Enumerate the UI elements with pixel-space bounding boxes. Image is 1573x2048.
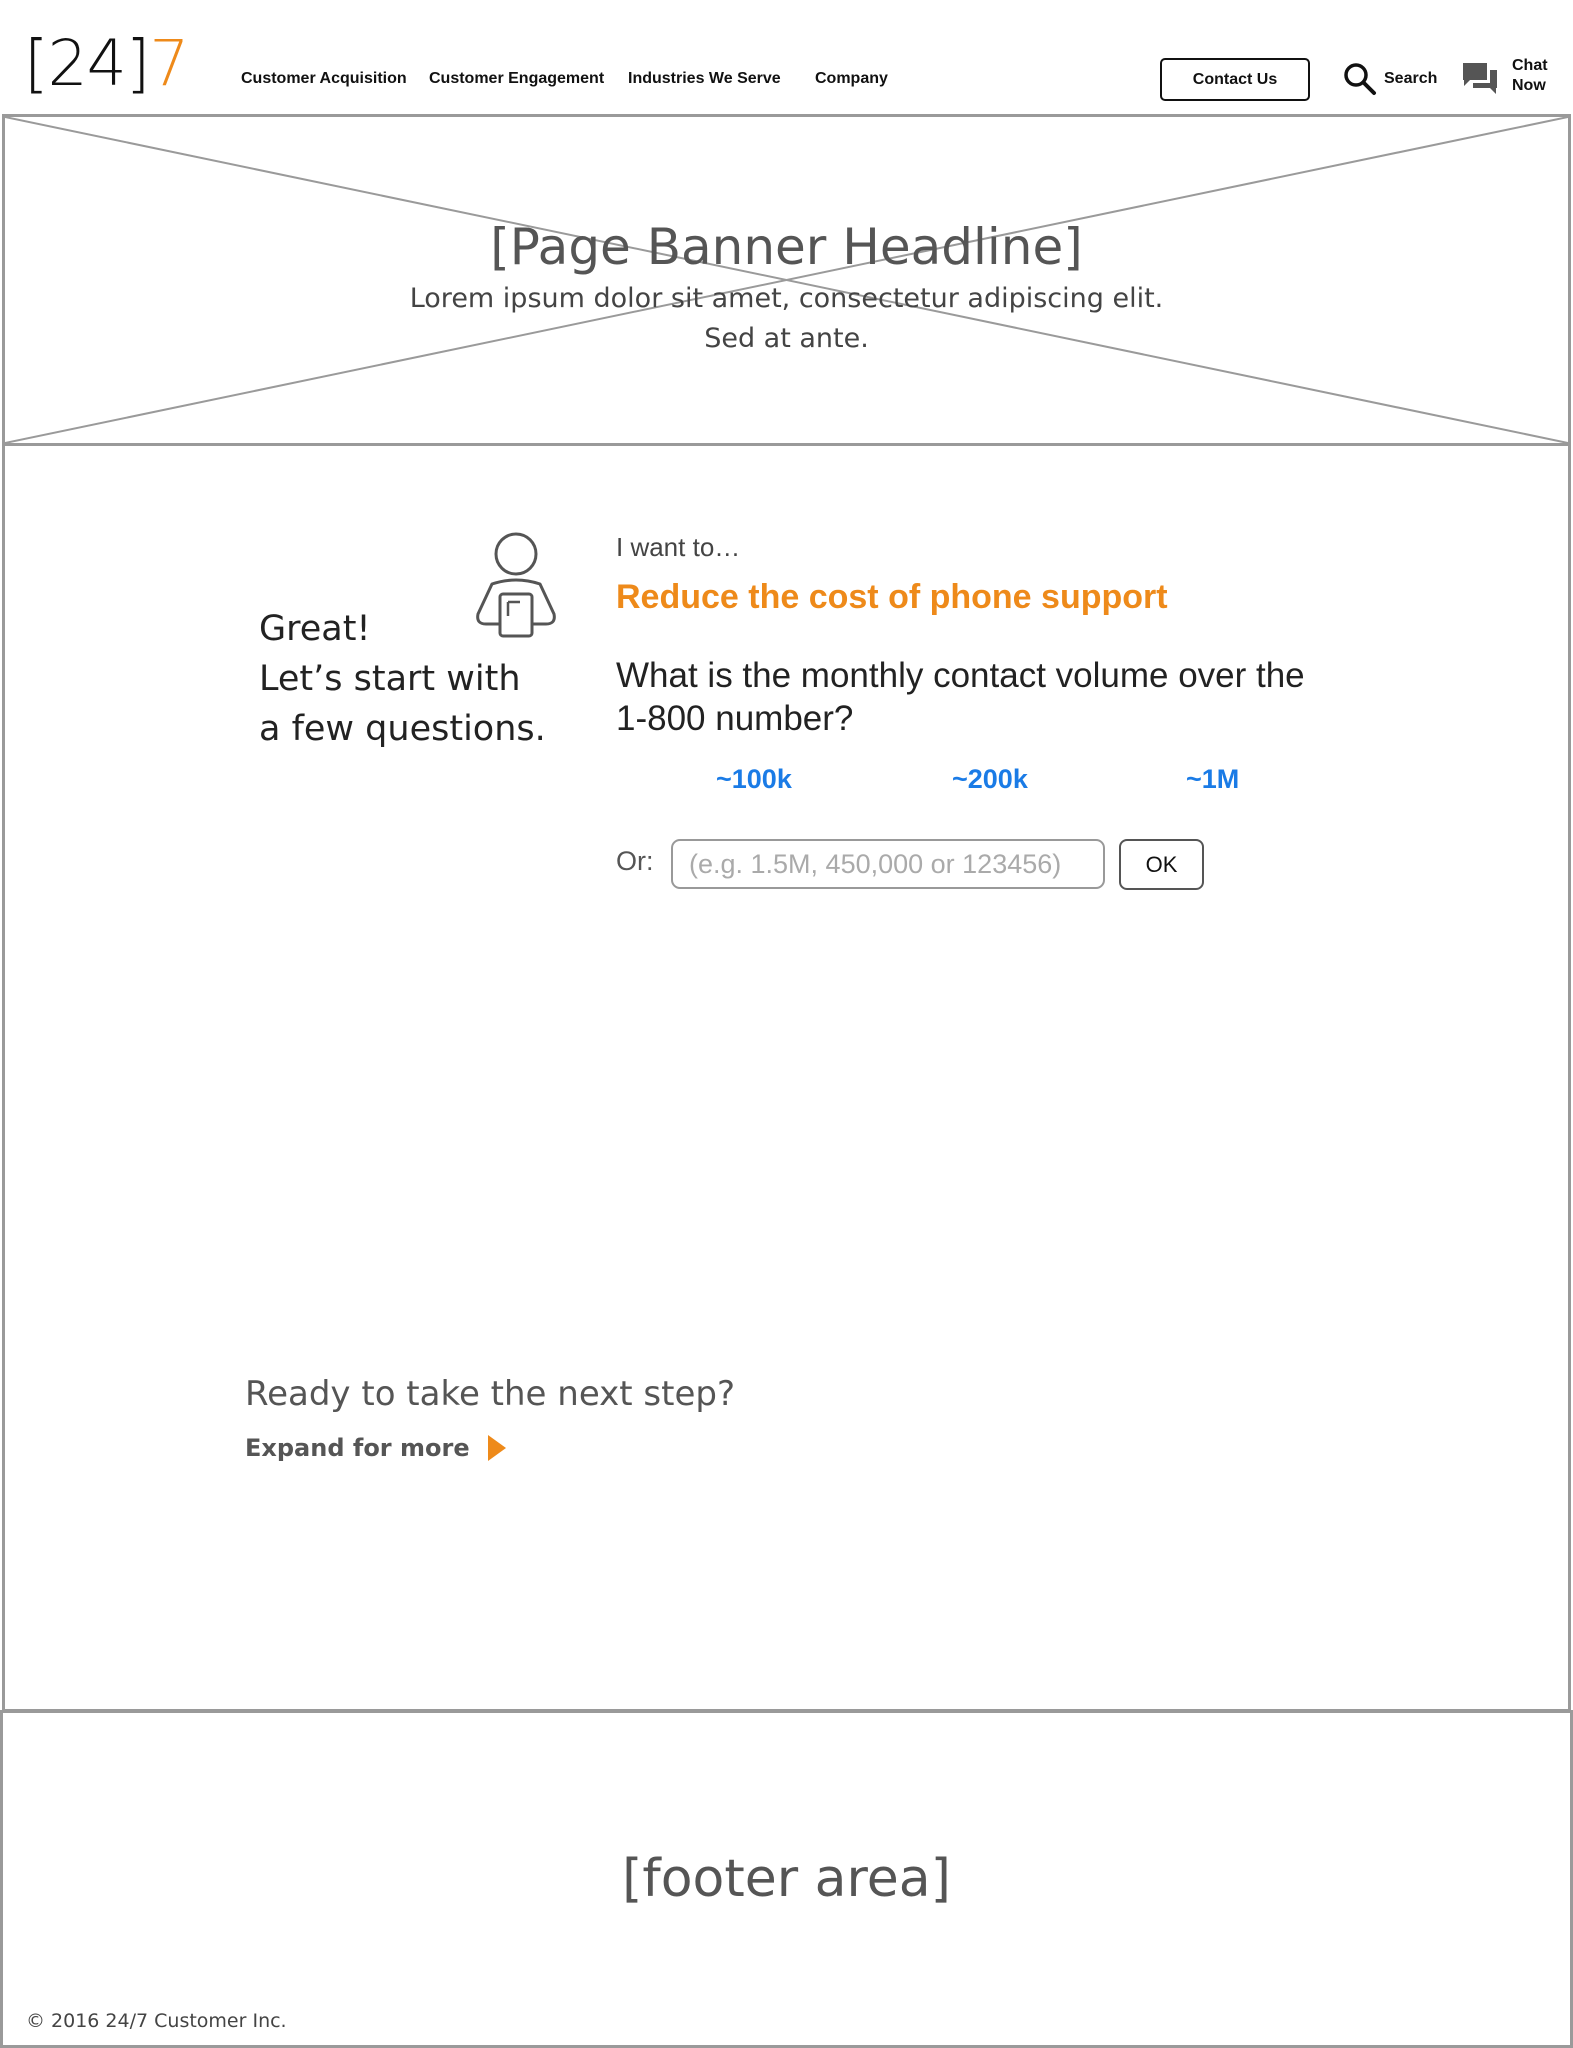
nav-item-industries-we-serve[interactable]: Industries We Serve xyxy=(628,70,781,87)
play-triangle-icon xyxy=(488,1435,506,1461)
footer-placeholder-label: [footer area] xyxy=(622,1849,951,1909)
intro-line2: Let’s start with xyxy=(259,659,521,699)
site-header xyxy=(0,0,1573,114)
expand-for-more-toggle[interactable] xyxy=(245,1434,506,1462)
ok-button[interactable]: OK xyxy=(1119,839,1204,890)
logo-brackets: [24] xyxy=(24,27,150,100)
intro-line3: a few questions. xyxy=(259,709,546,749)
logo[interactable] xyxy=(24,27,189,100)
site-footer xyxy=(0,1710,1573,2048)
nav-item-customer-acquisition[interactable]: Customer Acquisition xyxy=(241,70,407,87)
nav-item-company[interactable]: Company xyxy=(815,70,888,87)
expand-label: Expand for more xyxy=(245,1434,470,1462)
banner-subtitle-line1: Lorem ipsum dolor sit amet, consectetur adipiscing elit. xyxy=(409,283,1164,314)
main-content xyxy=(2,444,1571,1712)
option-100k[interactable]: ~100k xyxy=(716,764,792,794)
chat-label-line1: Chat xyxy=(1512,57,1548,74)
logo-accent: 7 xyxy=(149,27,189,100)
question-line1: What is the monthly contact volume over the xyxy=(616,656,1305,695)
option-1m[interactable]: ~1M xyxy=(1186,764,1240,794)
chat-label-line2: Now xyxy=(1512,77,1546,94)
next-step-title: Ready to take the next step? xyxy=(245,1374,735,1414)
banner-headline: [Page Banner Headline] xyxy=(490,218,1083,276)
search-label[interactable]: Search xyxy=(1384,70,1438,87)
nav-item-customer-engagement[interactable]: Customer Engagement xyxy=(429,70,605,87)
or-label: Or: xyxy=(616,846,654,876)
intro-line1: Great! xyxy=(259,609,371,649)
banner-subtitle-line2: Sed at ante. xyxy=(704,323,869,354)
page-banner xyxy=(2,114,1571,446)
chat-now-label[interactable] xyxy=(1512,56,1562,96)
banner-subtitle xyxy=(5,279,1568,359)
selected-goal[interactable]: Reduce the cost of phone support xyxy=(616,578,1168,616)
contact-volume-input[interactable] xyxy=(671,839,1105,889)
want-label: I want to… xyxy=(616,532,741,562)
copyright: © 2016 24/7 Customer Inc. xyxy=(26,2010,287,2032)
search-icon[interactable] xyxy=(1343,62,1377,96)
contact-us-button[interactable]: Contact Us xyxy=(1160,58,1310,101)
option-200k[interactable]: ~200k xyxy=(952,764,1028,794)
question-text xyxy=(616,654,1416,740)
question-line2: 1-800 number? xyxy=(616,699,854,738)
intro-text xyxy=(259,604,546,754)
chat-icon[interactable] xyxy=(1461,60,1499,98)
